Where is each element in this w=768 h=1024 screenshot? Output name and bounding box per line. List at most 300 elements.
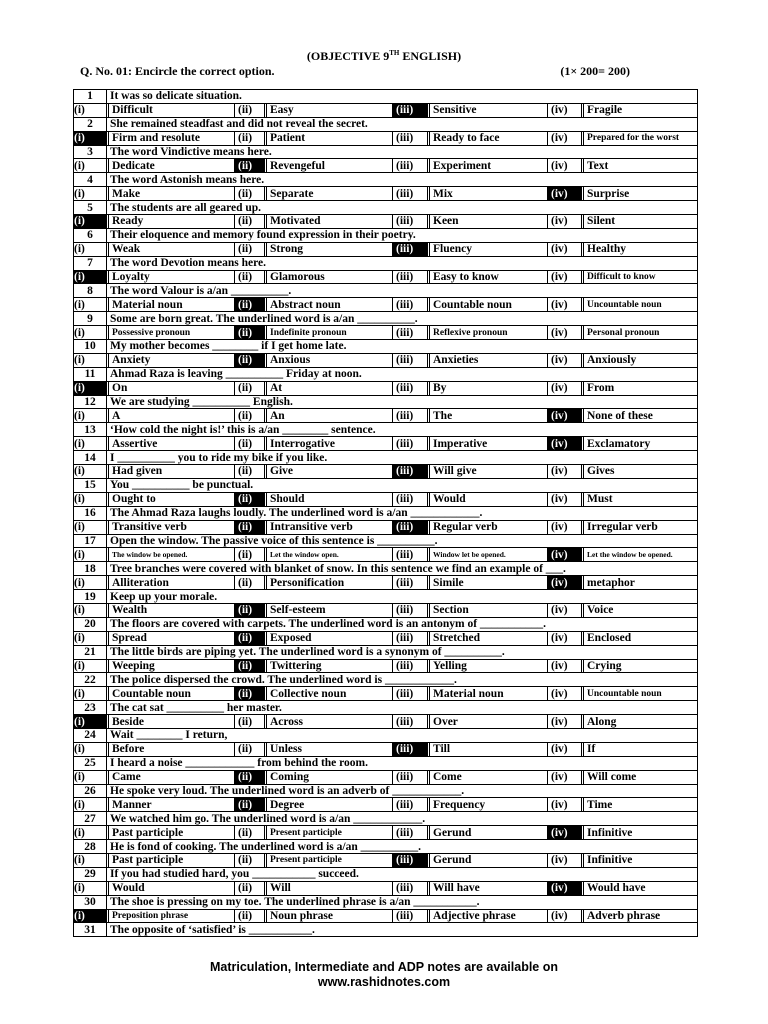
option-text[interactable]: Collective noun [267, 687, 393, 701]
option-text[interactable]: Anxious [267, 353, 393, 367]
option-numeral[interactable]: (i) [74, 298, 107, 312]
option-text[interactable]: Would [109, 881, 235, 895]
question-text: Keep up your morale. [107, 590, 698, 604]
option-text[interactable]: Beside [109, 715, 235, 729]
option-numeral[interactable]: (ii) [235, 687, 265, 701]
option-text[interactable]: A [109, 409, 235, 423]
option-numeral[interactable]: (i) [74, 270, 107, 284]
option-numeral[interactable]: (iii) [393, 576, 428, 590]
option-text[interactable]: Easy [267, 103, 393, 117]
question-number: 25 [74, 756, 107, 770]
options-row [74, 131, 698, 145]
option-text[interactable]: Anxiety [109, 353, 235, 367]
question-row [74, 645, 698, 659]
option-numeral[interactable]: (ii) [235, 659, 265, 673]
option-text[interactable]: Patient [267, 131, 393, 145]
option-numeral[interactable]: (i) [74, 353, 107, 367]
option-text[interactable]: Surprise [584, 187, 698, 201]
option-numeral[interactable]: (iii) [393, 603, 428, 617]
option-text[interactable]: Firm and resolute [109, 131, 235, 145]
option-text[interactable]: Regular verb [430, 520, 548, 534]
options-row [74, 326, 698, 340]
option-text[interactable]: Enclosed [584, 631, 698, 645]
option-text[interactable]: Imperative [430, 437, 548, 451]
option-text[interactable]: Stretched [430, 631, 548, 645]
option-text[interactable]: Make [109, 187, 235, 201]
option-text[interactable]: Had given [109, 465, 235, 479]
option-text[interactable]: Over [430, 715, 548, 729]
option-text[interactable]: Assertive [109, 437, 235, 451]
option-numeral[interactable]: (iv) [548, 603, 582, 617]
options-row [74, 298, 698, 312]
option-text[interactable]: Unless [267, 742, 393, 756]
option-text[interactable]: The window be opened. [109, 548, 235, 562]
option-text[interactable]: Weeping [109, 659, 235, 673]
option-text[interactable]: Possessive pronoun [109, 326, 235, 340]
question-row [74, 201, 698, 215]
question-row [74, 117, 698, 131]
option-text[interactable]: Infinitive [584, 826, 698, 840]
option-text[interactable]: Countable noun [109, 687, 235, 701]
question-number: 10 [74, 340, 107, 354]
option-numeral[interactable]: (iv) [548, 826, 582, 840]
option-text[interactable]: Wealth [109, 603, 235, 617]
option-numeral[interactable]: (iii) [393, 103, 428, 117]
option-numeral[interactable]: (i) [74, 381, 107, 395]
option-text[interactable]: Past participle [109, 826, 235, 840]
option-numeral[interactable]: (iv) [548, 492, 582, 506]
option-numeral[interactable]: (iv) [548, 742, 582, 756]
options-row [74, 465, 698, 479]
option-text[interactable]: Frequency [430, 798, 548, 812]
question-row [74, 340, 698, 354]
option-text[interactable]: At [267, 381, 393, 395]
option-text[interactable]: Coming [267, 770, 393, 784]
option-numeral[interactable]: (iv) [548, 853, 582, 867]
option-text[interactable]: Alliteration [109, 576, 235, 590]
option-numeral[interactable]: (iv) [548, 409, 582, 423]
option-numeral[interactable]: (iv) [548, 465, 582, 479]
options-row [74, 215, 698, 229]
option-text[interactable]: Personification [267, 576, 393, 590]
question-number: 8 [74, 284, 107, 298]
option-text[interactable]: Twittering [267, 659, 393, 673]
question-number: 28 [74, 840, 107, 854]
option-numeral[interactable]: (ii) [235, 603, 265, 617]
question-row [74, 590, 698, 604]
option-text[interactable]: Adjective phrase [430, 909, 548, 923]
question-number: 16 [74, 506, 107, 520]
option-text[interactable]: Crying [584, 659, 698, 673]
option-numeral[interactable]: (i) [74, 520, 107, 534]
option-text[interactable]: Along [584, 715, 698, 729]
option-numeral[interactable]: (i) [74, 187, 107, 201]
question-number: 12 [74, 395, 107, 409]
option-text[interactable]: Adverb phrase [584, 909, 698, 923]
option-numeral[interactable]: (ii) [235, 298, 265, 312]
option-text[interactable]: Material noun [430, 687, 548, 701]
options-row [74, 103, 698, 117]
question-text: It was so delicate situation. [107, 90, 698, 104]
option-text[interactable]: Simile [430, 576, 548, 590]
option-text[interactable]: On [109, 381, 235, 395]
option-text[interactable]: Sensitive [430, 103, 548, 117]
option-numeral[interactable]: (ii) [235, 131, 265, 145]
option-text[interactable]: If [584, 742, 698, 756]
question-label: Q. No. 01: Encircle the correct option. [80, 64, 275, 78]
option-numeral[interactable]: (iv) [548, 909, 582, 923]
option-numeral[interactable]: (i) [74, 603, 107, 617]
question-number: 7 [74, 256, 107, 270]
question-text: The opposite of ‘satisfied’ is ___________. [107, 923, 698, 937]
question-text: If you had studied hard, you ___________ succeed. [107, 867, 698, 881]
option-text[interactable]: Gives [584, 465, 698, 479]
question-text: She remained steadfast and did not reveal the secret. [107, 117, 698, 131]
option-numeral[interactable]: (ii) [235, 159, 265, 173]
option-numeral[interactable]: (i) [74, 853, 107, 867]
option-numeral[interactable]: (iv) [548, 159, 582, 173]
option-numeral[interactable]: (ii) [235, 465, 265, 479]
option-text[interactable]: Healthy [584, 242, 698, 256]
option-numeral[interactable]: (ii) [235, 326, 265, 340]
option-numeral[interactable]: (i) [74, 826, 107, 840]
option-numeral[interactable]: (ii) [235, 520, 265, 534]
option-text[interactable]: Section [430, 603, 548, 617]
options-row [74, 270, 698, 284]
option-numeral[interactable]: (iii) [393, 326, 428, 340]
option-text[interactable]: Present participle [267, 826, 393, 840]
option-text[interactable]: Anxiously [584, 353, 698, 367]
option-text[interactable]: Strong [267, 242, 393, 256]
question-row [74, 923, 698, 937]
option-text[interactable]: By [430, 381, 548, 395]
option-numeral[interactable]: (iv) [548, 437, 582, 451]
option-text[interactable]: Intransitive verb [267, 520, 393, 534]
option-text[interactable]: Come [430, 770, 548, 784]
option-text[interactable]: Ought to [109, 492, 235, 506]
option-numeral[interactable]: (iv) [548, 353, 582, 367]
option-text[interactable]: Will [267, 881, 393, 895]
option-text[interactable]: Noun phrase [267, 909, 393, 923]
options-row [74, 409, 698, 423]
option-numeral[interactable]: (ii) [235, 381, 265, 395]
question-row [74, 228, 698, 242]
option-text[interactable]: Exposed [267, 631, 393, 645]
option-numeral[interactable]: (i) [74, 437, 107, 451]
option-text[interactable]: Fluency [430, 242, 548, 256]
option-text[interactable]: Across [267, 715, 393, 729]
option-text[interactable]: Window let be opened. [430, 548, 548, 562]
option-text[interactable]: Difficult to know [584, 270, 698, 284]
question-number: 5 [74, 201, 107, 215]
option-numeral[interactable]: (ii) [235, 242, 265, 256]
question-row [74, 701, 698, 715]
option-text[interactable]: Present participle [267, 853, 393, 867]
option-text[interactable]: Uncountable noun [584, 298, 698, 312]
option-text[interactable]: Irregular verb [584, 520, 698, 534]
option-numeral[interactable]: (ii) [235, 409, 265, 423]
option-text[interactable]: Reflexive pronoun [430, 326, 548, 340]
option-text[interactable]: Fragile [584, 103, 698, 117]
option-numeral[interactable]: (ii) [235, 548, 265, 562]
option-text[interactable]: Yelling [430, 659, 548, 673]
option-numeral[interactable]: (i) [74, 242, 107, 256]
option-numeral[interactable]: (i) [74, 687, 107, 701]
option-text[interactable]: Material noun [109, 298, 235, 312]
option-numeral[interactable]: (ii) [235, 631, 265, 645]
option-text[interactable]: Revengeful [267, 159, 393, 173]
option-numeral[interactable]: (iv) [548, 187, 582, 201]
option-text[interactable]: Dedicate [109, 159, 235, 173]
option-numeral[interactable]: (ii) [235, 909, 265, 923]
option-text[interactable]: Glamorous [267, 270, 393, 284]
option-text[interactable]: Keen [430, 215, 548, 229]
option-text[interactable]: Gerund [430, 826, 548, 840]
option-numeral[interactable]: (iv) [548, 770, 582, 784]
question-number: 27 [74, 812, 107, 826]
option-text[interactable]: Gerund [430, 853, 548, 867]
option-text[interactable]: Manner [109, 798, 235, 812]
options-row [74, 770, 698, 784]
option-text[interactable]: Give [267, 465, 393, 479]
option-numeral[interactable]: (ii) [235, 353, 265, 367]
option-text[interactable]: Degree [267, 798, 393, 812]
option-numeral[interactable]: (iii) [393, 465, 428, 479]
option-text[interactable]: Loyalty [109, 270, 235, 284]
option-numeral[interactable]: (i) [74, 103, 107, 117]
option-text[interactable]: Preposition phrase [109, 909, 235, 923]
option-numeral[interactable]: (iii) [393, 715, 428, 729]
option-numeral[interactable]: (i) [74, 159, 107, 173]
option-numeral[interactable]: (iii) [393, 437, 428, 451]
option-numeral[interactable]: (i) [74, 881, 107, 895]
option-text[interactable]: Indefinite pronoun [267, 326, 393, 340]
option-numeral[interactable]: (i) [74, 326, 107, 340]
option-text[interactable]: Must [584, 492, 698, 506]
option-text[interactable]: Should [267, 492, 393, 506]
question-row [74, 395, 698, 409]
option-numeral[interactable]: (iii) [393, 826, 428, 840]
option-numeral[interactable]: (iv) [548, 687, 582, 701]
question-number: 2 [74, 117, 107, 131]
option-text[interactable]: Before [109, 742, 235, 756]
option-numeral[interactable]: (ii) [235, 576, 265, 590]
options-row [74, 659, 698, 673]
option-numeral[interactable]: (iv) [548, 215, 582, 229]
option-numeral[interactable]: (iv) [548, 520, 582, 534]
options-row [74, 715, 698, 729]
option-numeral[interactable]: (iii) [393, 798, 428, 812]
option-numeral[interactable]: (iii) [393, 492, 428, 506]
option-numeral[interactable]: (i) [74, 131, 107, 145]
option-text[interactable]: Separate [267, 187, 393, 201]
option-text[interactable]: Easy to know [430, 270, 548, 284]
option-text[interactable]: Transitive verb [109, 520, 235, 534]
option-numeral[interactable]: (ii) [235, 798, 265, 812]
mcq-table [73, 89, 698, 937]
option-numeral[interactable]: (iii) [393, 520, 428, 534]
option-numeral[interactable]: (iii) [393, 131, 428, 145]
option-text[interactable]: Weak [109, 242, 235, 256]
option-text[interactable]: Till [430, 742, 548, 756]
option-text[interactable]: Uncountable noun [584, 687, 698, 701]
option-numeral[interactable]: (iii) [393, 742, 428, 756]
question-number: 3 [74, 145, 107, 159]
option-text[interactable]: From [584, 381, 698, 395]
option-text[interactable]: An [267, 409, 393, 423]
question-text: I __________ you to ride my bike if you like. [107, 451, 698, 465]
question-header [80, 64, 630, 80]
question-text: Ahmad Raza is leaving __________ Friday at noon. [107, 367, 698, 381]
option-numeral[interactable]: (i) [74, 576, 107, 590]
options-row [74, 437, 698, 451]
option-text[interactable]: Countable noun [430, 298, 548, 312]
question-row [74, 256, 698, 270]
option-text[interactable]: Will give [430, 465, 548, 479]
option-numeral[interactable]: (iv) [548, 576, 582, 590]
option-numeral[interactable]: (iii) [393, 631, 428, 645]
option-numeral[interactable]: (i) [74, 715, 107, 729]
option-numeral[interactable]: (i) [74, 770, 107, 784]
option-text[interactable]: Experiment [430, 159, 548, 173]
option-text[interactable]: Ready [109, 215, 235, 229]
option-numeral[interactable]: (ii) [235, 881, 265, 895]
question-row [74, 673, 698, 687]
option-text[interactable]: Interrogative [267, 437, 393, 451]
option-text[interactable]: Exclamatory [584, 437, 698, 451]
question-text: The word Devotion means here. [107, 256, 698, 270]
options-row [74, 381, 698, 395]
option-text[interactable]: Let the window open. [267, 548, 393, 562]
question-row [74, 423, 698, 437]
option-text[interactable]: Ready to face [430, 131, 548, 145]
question-text: My mother becomes ________ if I get home late. [107, 340, 698, 354]
option-numeral[interactable]: (ii) [235, 826, 265, 840]
option-numeral[interactable]: (iv) [548, 631, 582, 645]
option-numeral[interactable]: (iii) [393, 909, 428, 923]
option-text[interactable]: metaphor [584, 576, 698, 590]
option-numeral[interactable]: (iv) [548, 242, 582, 256]
option-numeral[interactable]: (iv) [548, 659, 582, 673]
option-numeral[interactable]: (ii) [235, 437, 265, 451]
option-text[interactable]: Spread [109, 631, 235, 645]
question-text: Open the window. The passive voice of this sentence is __________. [107, 534, 698, 548]
option-numeral[interactable]: (iv) [548, 798, 582, 812]
option-numeral[interactable]: (i) [74, 548, 107, 562]
option-numeral[interactable]: (iii) [393, 187, 428, 201]
option-text[interactable]: Would have [584, 881, 698, 895]
option-numeral[interactable]: (i) [74, 742, 107, 756]
option-numeral[interactable]: (iv) [548, 381, 582, 395]
option-text[interactable]: Text [584, 159, 698, 173]
question-number: 20 [74, 617, 107, 631]
option-numeral[interactable]: (ii) [235, 103, 265, 117]
option-text[interactable]: Mix [430, 187, 548, 201]
option-numeral[interactable]: (iii) [393, 298, 428, 312]
option-numeral[interactable]: (i) [74, 215, 107, 229]
option-text[interactable]: Will have [430, 881, 548, 895]
option-numeral[interactable]: (iv) [548, 270, 582, 284]
option-numeral[interactable]: (i) [74, 909, 107, 923]
question-row [74, 895, 698, 909]
option-text[interactable]: Anxieties [430, 353, 548, 367]
question-row [74, 784, 698, 798]
option-numeral[interactable]: (ii) [235, 715, 265, 729]
question-text: The word Valour is a/an __________. [107, 284, 698, 298]
option-numeral[interactable]: (ii) [235, 215, 265, 229]
option-text[interactable]: Difficult [109, 103, 235, 117]
option-numeral[interactable]: (iv) [548, 103, 582, 117]
question-row [74, 617, 698, 631]
option-numeral[interactable]: (iv) [548, 715, 582, 729]
question-text: Their eloquence and memory found expression in their poetry. [107, 228, 698, 242]
option-text[interactable]: Would [430, 492, 548, 506]
option-text[interactable]: Prepared for the worst [584, 131, 698, 145]
option-numeral[interactable]: (iv) [548, 548, 582, 562]
option-text[interactable]: Past participle [109, 853, 235, 867]
option-numeral[interactable]: (ii) [235, 187, 265, 201]
option-text[interactable]: Time [584, 798, 698, 812]
option-numeral[interactable]: (iii) [393, 242, 428, 256]
option-text[interactable]: Motivated [267, 215, 393, 229]
option-numeral[interactable]: (iv) [548, 131, 582, 145]
option-text[interactable]: Will come [584, 770, 698, 784]
question-text: I heard a noise ____________ from behind the room. [107, 756, 698, 770]
option-numeral[interactable]: (iii) [393, 215, 428, 229]
option-numeral[interactable]: (iii) [393, 770, 428, 784]
option-numeral[interactable]: (i) [74, 631, 107, 645]
option-numeral[interactable]: (ii) [235, 270, 265, 284]
option-numeral[interactable]: (iii) [393, 270, 428, 284]
option-numeral[interactable]: (iv) [548, 881, 582, 895]
option-numeral[interactable]: (ii) [235, 853, 265, 867]
question-number: 26 [74, 784, 107, 798]
option-text[interactable]: Abstract noun [267, 298, 393, 312]
option-numeral[interactable]: (iii) [393, 881, 428, 895]
option-numeral[interactable]: (iii) [393, 159, 428, 173]
option-numeral[interactable]: (ii) [235, 770, 265, 784]
option-text[interactable]: Personal pronoun [584, 326, 698, 340]
option-numeral[interactable]: (iii) [393, 409, 428, 423]
option-numeral[interactable]: (ii) [235, 492, 265, 506]
option-text[interactable]: Came [109, 770, 235, 784]
option-numeral[interactable]: (iii) [393, 548, 428, 562]
option-numeral[interactable]: (iii) [393, 853, 428, 867]
option-numeral[interactable]: (i) [74, 492, 107, 506]
option-text[interactable]: Self-esteem [267, 603, 393, 617]
option-text[interactable]: Let the window be opened. [584, 548, 698, 562]
option-numeral[interactable]: (iii) [393, 687, 428, 701]
question-row [74, 284, 698, 298]
option-numeral[interactable]: (iv) [548, 326, 582, 340]
option-numeral[interactable]: (iii) [393, 659, 428, 673]
option-numeral[interactable]: (i) [74, 465, 107, 479]
option-text[interactable]: Silent [584, 215, 698, 229]
option-numeral[interactable]: (i) [74, 798, 107, 812]
option-text[interactable]: Voice [584, 603, 698, 617]
option-numeral[interactable]: (i) [74, 409, 107, 423]
option-numeral[interactable]: (iv) [548, 298, 582, 312]
option-numeral[interactable]: (i) [74, 659, 107, 673]
option-text[interactable]: None of these [584, 409, 698, 423]
option-text[interactable]: Infinitive [584, 853, 698, 867]
question-text: Some are born great. The underlined word is a/an __________. [107, 312, 698, 326]
option-numeral[interactable]: (ii) [235, 742, 265, 756]
option-numeral[interactable]: (iii) [393, 381, 428, 395]
options-row [74, 492, 698, 506]
option-text[interactable]: The [430, 409, 548, 423]
option-numeral[interactable]: (iii) [393, 353, 428, 367]
